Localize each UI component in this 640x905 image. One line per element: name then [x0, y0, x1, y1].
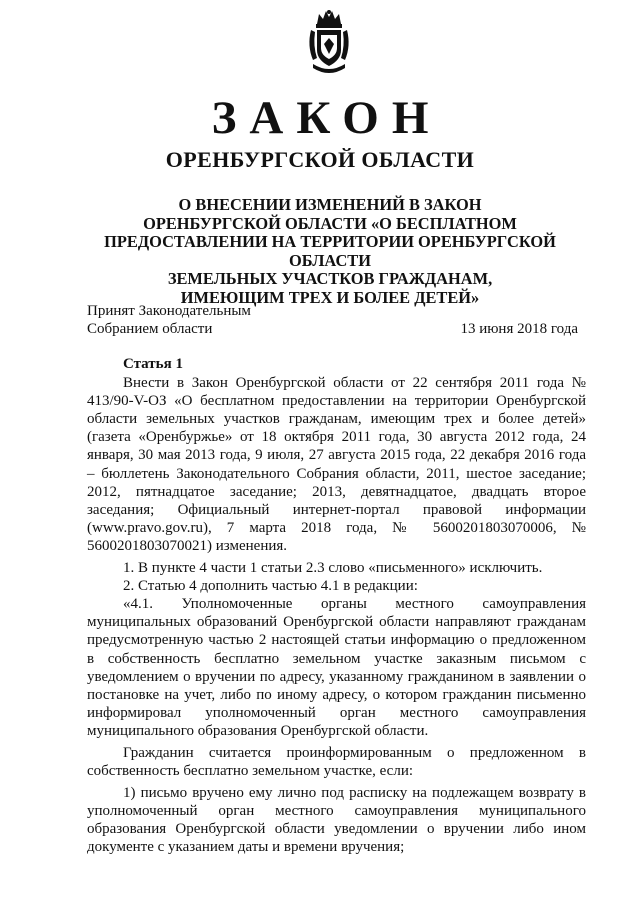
body-paragraph: 2. Статью 4 дополнить частью 4.1 в редакции: — [123, 578, 418, 595]
body-paragraph: 1. В пункте 4 части 1 статьи 2.3 слово «письменного» исключить. — [123, 560, 543, 577]
subject-line: ИМЕЮЩИМ ТРЕХ И БОЛЕЕ ДЕТЕЙ» — [180, 287, 480, 307]
subject-line: ПРЕДОСТАВЛЕНИИ НА ТЕРРИТОРИИ ОРЕНБУРГСКОЙ ОБЛАСТИ — [104, 232, 556, 270]
adoption-line: Принят Законодательным — [87, 303, 251, 319]
subject-line: ЗЕМЕЛЬНЫХ УЧАСТКОВ ГРАЖДАНАМ, — [167, 269, 493, 288]
body-paragraph: Внести в Закон Оренбургской области от 22 сентября 2011 года № 413/90-V-ОЗ «О бесплатном предоставлении на территории Оренбургской области земельных участков гражданам, имеющим трех и более детей» (газета «Оренбуржье» от 18 октября 2011 года, 30 августа 2012 года, 24 января, 30 мая 2013 года, 9 июля, 27 августа 2015 года, 22 декабря 2016 года – бюллетень Законодательного Собрания области, 2011, шестое заседание; 2012, пятнадцатое заседание; 2013, девятнадцатое, двадцать второе заседания; Официальный интернет-портал правовой информации (www.pravo.gov.ru), 7 марта 2018 года, № 5600201803070006, № 5600201803070021) изменения. — [87, 375, 586, 554]
region-title: ОРЕНБУРГСКОЙ ОБЛАСТИ — [165, 147, 475, 172]
law-subject — [70, 196, 590, 307]
article-heading: Статья 1 — [123, 356, 183, 372]
body-paragraph: 1) письмо вручено ему лично под расписку на подлежащем возврату в уполномоченный орган местного самоуправления муниципального образования Оренбургской области уведомлении о вручении либо ином документе с указанием даты и времени вручения; — [87, 785, 586, 856]
coat-of-arms-icon — [305, 8, 353, 74]
adoption-line: Собранием области — [87, 321, 213, 337]
adoption-block — [87, 302, 582, 338]
law-title: ЗАКОН — [211, 92, 442, 144]
adoption-date: 13 июня 2018 года — [460, 321, 578, 337]
subject-line: О ВНЕСЕНИИ ИЗМЕНЕНИЙ В ЗАКОН — [178, 195, 482, 214]
subject-line: ОРЕНБУРГСКОЙ ОБЛАСТИ «О БЕСПЛАТНОМ — [143, 213, 517, 233]
body-paragraph: «4.1. Уполномоченные органы местного самоуправления муниципальных образований Оренбургской области направляют гражданам предусмотренную частью 2 настоящей статьи информацию о предложенном в собственность бесплатно земельном участке заказным письмом с уведомлением о вручении по адресу, указанному гражданином в заявлении о постановке на учет, либо по иному адресу, о котором гражданин письменно информировал уполномоченный орган местного самоуправления муниципального образования Оренбургской области. — [87, 596, 586, 739]
law-body — [87, 355, 586, 857]
body-paragraph: Гражданин считается проинформированным о предложенном в собственность бесплатно земельном участке, если: — [87, 744, 586, 780]
